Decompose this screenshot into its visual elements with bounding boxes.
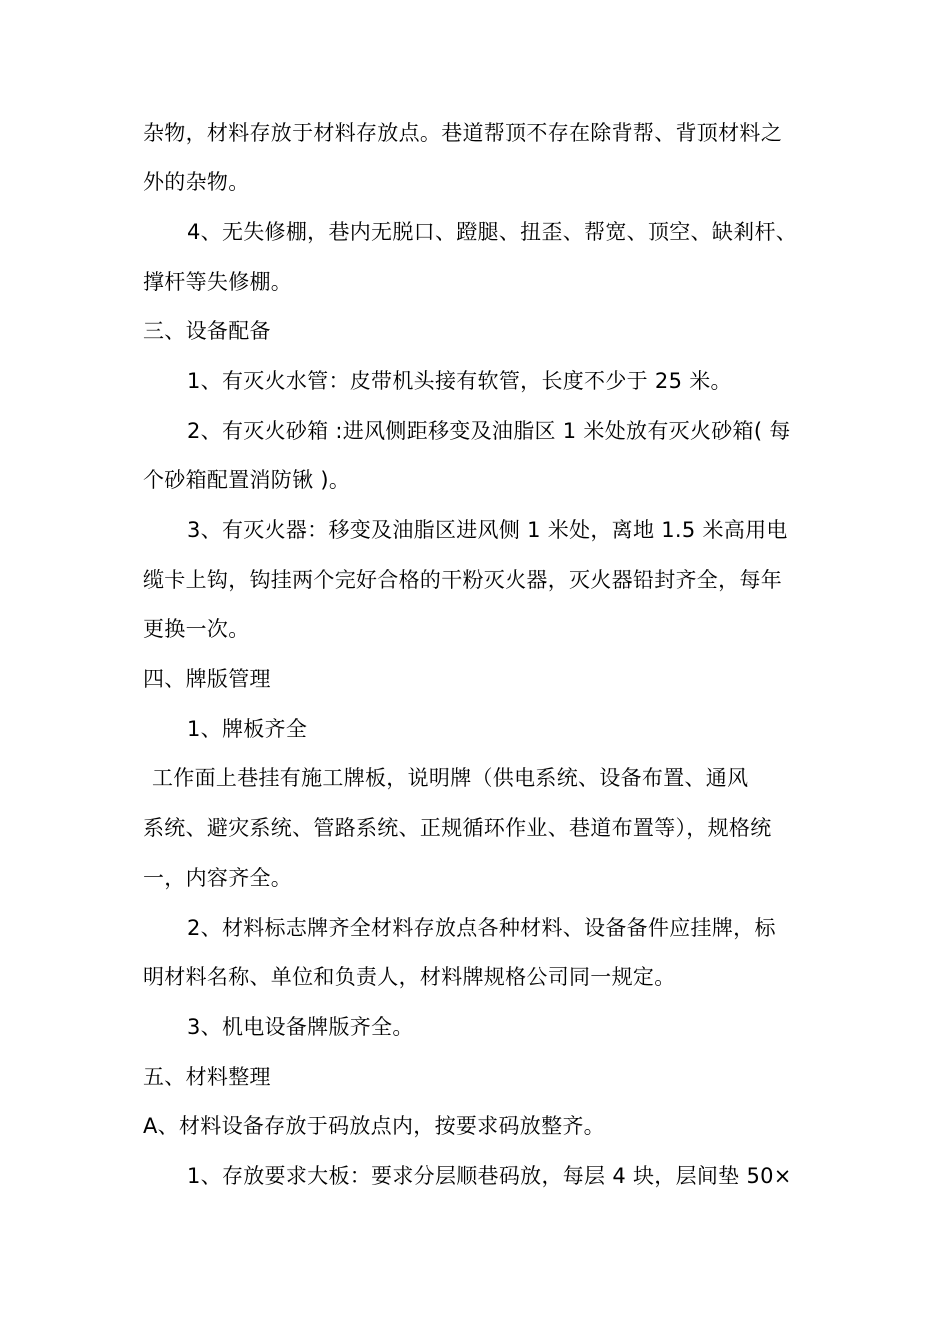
paragraph-line: 一，内容齐全。	[143, 866, 293, 890]
paragraph-line: 2、材料标志牌齐全材料存放点各种材料、设备备件应挂牌，标	[187, 916, 776, 940]
paragraph-line: 外的杂物。	[143, 170, 250, 194]
paragraph-line: 1、存放要求大板：要求分层顺巷码放，每层 4 块，层间垫 50×	[187, 1164, 792, 1188]
paragraph-line: A、材料设备存放于码放点内，按要求码放整齐。	[143, 1114, 605, 1138]
paragraph-line: 个砂箱配置消防锹 )。	[143, 468, 351, 492]
paragraph-line: 撑杆等失修棚。	[143, 270, 293, 294]
paragraph-line: 1、有灭火水管：皮带机头接有软管，长度不少于 25 米。	[187, 369, 732, 393]
section-heading: 五、材料整理	[143, 1065, 271, 1089]
paragraph-line: 2、有灭火砂箱 :进风侧距移变及油脂区 1 米处放有灭火砂箱( 每	[187, 419, 791, 443]
paragraph-line: 缆卡上钩，钩挂两个完好合格的干粉灭火器，灭火器铅封齐全，每年	[143, 568, 782, 592]
paragraph-line: 更换一次。	[143, 617, 250, 641]
paragraph-line: 系统、避灾系统、管路系统、正规循环作业、巷道布置等），规格统	[143, 816, 772, 840]
paragraph-line: 明材料名称、单位和负责人，材料牌规格公司同一规定。	[143, 965, 676, 989]
section-heading: 四、牌版管理	[143, 667, 271, 691]
subsection-heading: 1、牌板齐全	[187, 717, 308, 741]
paragraph-line: 杂物，材料存放于材料存放点。巷道帮顶不存在除背帮、背顶材料之	[143, 121, 782, 145]
paragraph-line: 3、机电设备牌版齐全。	[187, 1015, 414, 1039]
paragraph-line: 工作面上巷挂有施工牌板，说明牌（供电系统、设备布置、通风	[152, 766, 749, 790]
section-heading: 三、设备配备	[143, 319, 271, 343]
paragraph-line: 3、有灭火器：移变及油脂区进风侧 1 米处，离地 1.5 米高用电	[187, 518, 788, 542]
paragraph-line: 4、无失修棚，巷内无脱口、蹬腿、扭歪、帮宽、顶空、缺剎杆、	[187, 220, 798, 244]
